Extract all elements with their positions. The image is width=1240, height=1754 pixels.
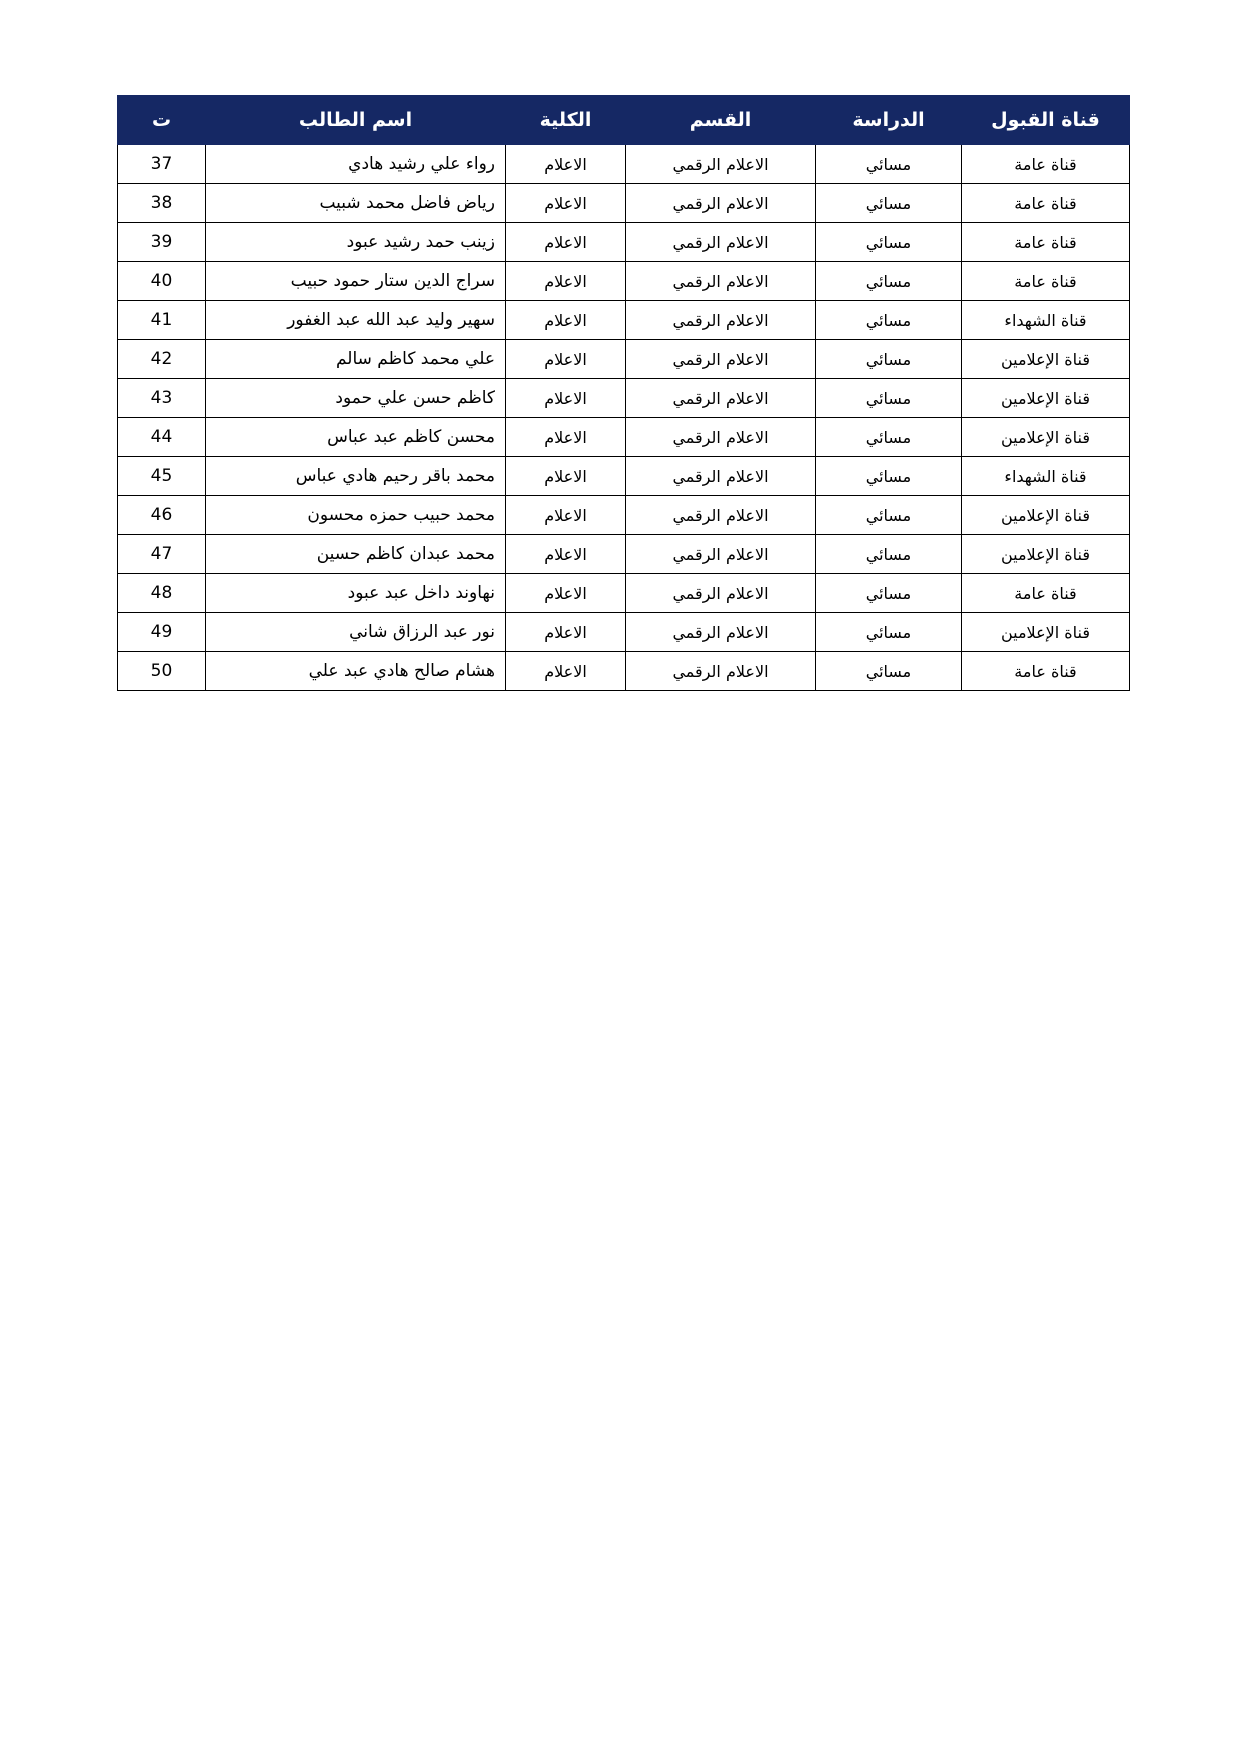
table-row (118, 418, 1130, 457)
cell-study: مسائي (816, 184, 962, 223)
cell-department: الاعلام الرقمي (626, 613, 816, 652)
cell-study: مسائي (816, 418, 962, 457)
cell-college: الاعلام (506, 262, 626, 301)
table-body (118, 145, 1130, 691)
cell-student-name: رياض فاضل محمد شبيب (206, 184, 506, 223)
cell-no: 50 (118, 652, 206, 691)
cell-department: الاعلام الرقمي (626, 340, 816, 379)
cell-student-name: محمد حبيب حمزه محسون (206, 496, 506, 535)
cell-college: الاعلام (506, 535, 626, 574)
cell-admission-channel: قناة عامة (962, 223, 1130, 262)
table-row (118, 262, 1130, 301)
column-header-department: القسم (626, 96, 816, 145)
cell-department: الاعلام الرقمي (626, 145, 816, 184)
cell-admission-channel: قناة الإعلامين (962, 496, 1130, 535)
cell-study: مسائي (816, 535, 962, 574)
cell-student-name: نور عبد الرزاق شاني (206, 613, 506, 652)
table-row (118, 574, 1130, 613)
cell-admission-channel: قناة الإعلامين (962, 535, 1130, 574)
table-header (118, 96, 1130, 145)
cell-student-name: محمد عبدان كاظم حسين (206, 535, 506, 574)
cell-student-name: محمد باقر رحيم هادي عباس (206, 457, 506, 496)
cell-student-name: علي محمد كاظم سالم (206, 340, 506, 379)
cell-student-name: سراج الدين ستار حمود حبيب (206, 262, 506, 301)
cell-study: مسائي (816, 301, 962, 340)
table-header-row (118, 96, 1130, 145)
cell-student-name: زينب حمد رشيد عبود (206, 223, 506, 262)
cell-department: الاعلام الرقمي (626, 496, 816, 535)
cell-admission-channel: قناة عامة (962, 574, 1130, 613)
cell-student-name: هشام صالح هادي عبد علي (206, 652, 506, 691)
cell-college: الاعلام (506, 574, 626, 613)
cell-college: الاعلام (506, 340, 626, 379)
cell-department: الاعلام الرقمي (626, 223, 816, 262)
cell-department: الاعلام الرقمي (626, 262, 816, 301)
table-row (118, 457, 1130, 496)
cell-study: مسائي (816, 574, 962, 613)
students-table (117, 95, 1130, 691)
cell-study: مسائي (816, 613, 962, 652)
cell-no: 40 (118, 262, 206, 301)
column-header-student-name: اسم الطالب (206, 96, 506, 145)
cell-no: 44 (118, 418, 206, 457)
table-row (118, 652, 1130, 691)
table-row (118, 223, 1130, 262)
cell-college: الاعلام (506, 457, 626, 496)
cell-department: الاعلام الرقمي (626, 379, 816, 418)
cell-study: مسائي (816, 379, 962, 418)
cell-study: مسائي (816, 457, 962, 496)
cell-college: الاعلام (506, 652, 626, 691)
cell-college: الاعلام (506, 613, 626, 652)
cell-department: الاعلام الرقمي (626, 457, 816, 496)
column-header-admission-channel: قناة القبول (962, 96, 1130, 145)
cell-admission-channel: قناة عامة (962, 652, 1130, 691)
cell-admission-channel: قناة عامة (962, 184, 1130, 223)
cell-no: 38 (118, 184, 206, 223)
table-row (118, 496, 1130, 535)
cell-admission-channel: قناة الشهداء (962, 301, 1130, 340)
cell-no: 42 (118, 340, 206, 379)
cell-admission-channel: قناة عامة (962, 145, 1130, 184)
cell-no: 48 (118, 574, 206, 613)
cell-study: مسائي (816, 223, 962, 262)
column-header-no: ت (118, 96, 206, 145)
column-header-study: الدراسة (816, 96, 962, 145)
cell-department: الاعلام الرقمي (626, 184, 816, 223)
cell-college: الاعلام (506, 145, 626, 184)
cell-department: الاعلام الرقمي (626, 535, 816, 574)
cell-college: الاعلام (506, 223, 626, 262)
cell-college: الاعلام (506, 418, 626, 457)
cell-college: الاعلام (506, 184, 626, 223)
cell-student-name: محسن كاظم عبد عباس (206, 418, 506, 457)
cell-study: مسائي (816, 340, 962, 379)
cell-admission-channel: قناة الإعلامين (962, 613, 1130, 652)
cell-college: الاعلام (506, 301, 626, 340)
cell-no: 41 (118, 301, 206, 340)
table-row (118, 535, 1130, 574)
cell-admission-channel: قناة الإعلامين (962, 340, 1130, 379)
cell-study: مسائي (816, 145, 962, 184)
cell-no: 39 (118, 223, 206, 262)
cell-student-name: نهاوند داخل عبد عبود (206, 574, 506, 613)
cell-admission-channel: قناة الإعلامين (962, 379, 1130, 418)
cell-department: الاعلام الرقمي (626, 652, 816, 691)
cell-no: 37 (118, 145, 206, 184)
table-row (118, 145, 1130, 184)
cell-no: 43 (118, 379, 206, 418)
cell-college: الاعلام (506, 496, 626, 535)
cell-no: 45 (118, 457, 206, 496)
cell-department: الاعلام الرقمي (626, 301, 816, 340)
cell-college: الاعلام (506, 379, 626, 418)
cell-no: 46 (118, 496, 206, 535)
cell-admission-channel: قناة الشهداء (962, 457, 1130, 496)
table-row (118, 301, 1130, 340)
cell-student-name: كاظم حسن علي حمود (206, 379, 506, 418)
cell-study: مسائي (816, 652, 962, 691)
cell-department: الاعلام الرقمي (626, 418, 816, 457)
cell-department: الاعلام الرقمي (626, 574, 816, 613)
column-header-college: الكلية (506, 96, 626, 145)
table-row (118, 613, 1130, 652)
table-row (118, 340, 1130, 379)
cell-no: 49 (118, 613, 206, 652)
cell-student-name: سهير وليد عبد الله عبد الغفور (206, 301, 506, 340)
table-row (118, 184, 1130, 223)
cell-student-name: رواء علي رشيد هادي (206, 145, 506, 184)
cell-study: مسائي (816, 262, 962, 301)
table-row (118, 379, 1130, 418)
cell-admission-channel: قناة الإعلامين (962, 418, 1130, 457)
cell-admission-channel: قناة عامة (962, 262, 1130, 301)
cell-no: 47 (118, 535, 206, 574)
cell-study: مسائي (816, 496, 962, 535)
